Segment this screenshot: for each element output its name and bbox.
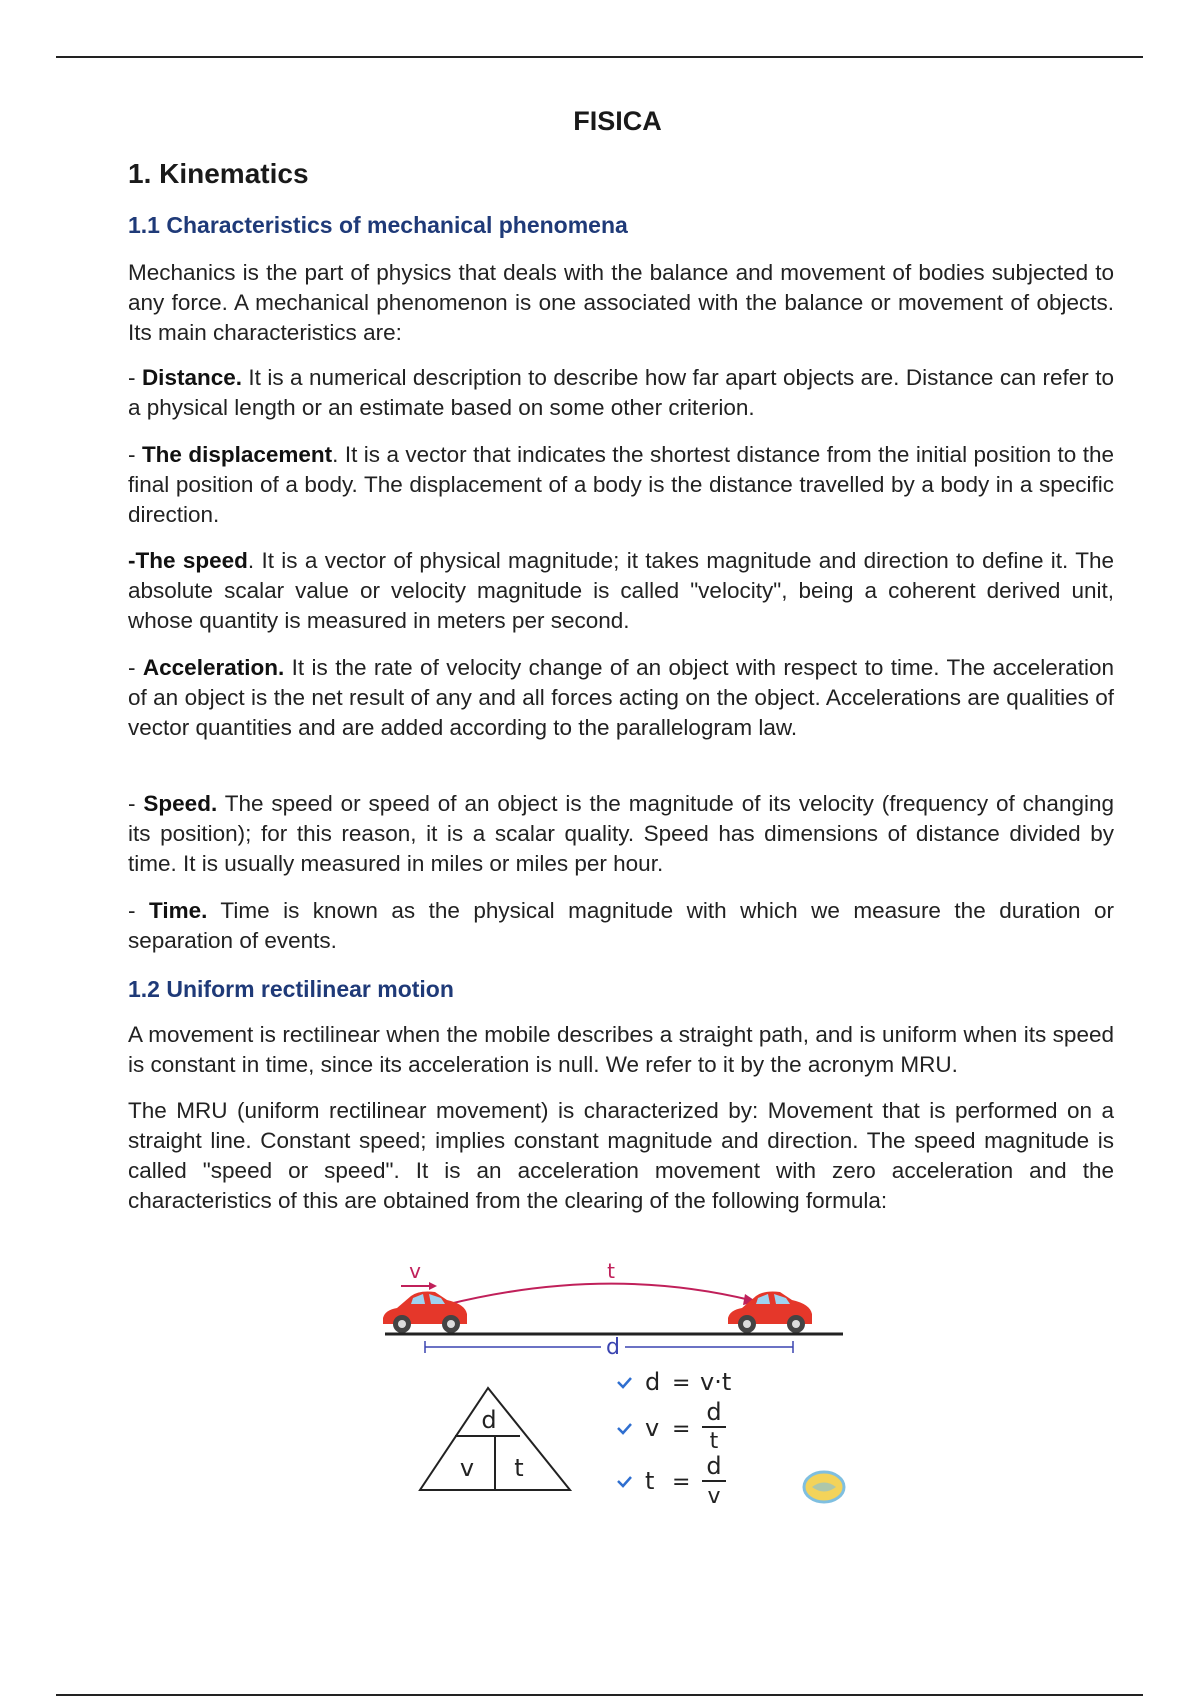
checkmark-icon [618, 1424, 631, 1433]
svg-text:v: v [707, 1484, 721, 1509]
svg-text:d: d [706, 1452, 722, 1480]
item-distance: - Distance. It is a numerical description to describe how far apart objects are. Distance can refer to a physical length or an estimate based on some other criterion. [128, 365, 1114, 420]
svg-text:v·t: v·t [700, 1368, 732, 1396]
subsection-title-1: 1.1 Characteristics of mechanical phenomena [128, 212, 628, 238]
mru-diagram [375, 1250, 855, 1520]
formula-v [618, 1398, 726, 1454]
bottom-rule [56, 1694, 1143, 1696]
item-acceleration: - Acceleration. It is the rate of velocity change of an object with respect to time. The acceleration of an object is the net result of any and all forces acting on the object. Accelerations are qualities of vector quantities and are added according to the parallelogram law. [128, 655, 1114, 740]
formula-triangle [420, 1388, 570, 1490]
item-time: - Time. Time is known as the physical magnitude with which we measure the duration or separation of events. [128, 898, 1114, 953]
checkmark-icon [618, 1477, 631, 1486]
svg-text:=: = [672, 1470, 691, 1495]
svg-text:t: t [514, 1454, 524, 1482]
svg-text:d: d [706, 1398, 722, 1426]
item-displacement: - The displacement. It is a vector that indicates the shortest distance from the initial position to the final position of a body. The displacement of a body is the distance travelled by a body in a specific direction. [128, 442, 1114, 527]
subsection-title-2: 1.2 Uniform rectilinear motion [128, 976, 454, 1002]
svg-text:t: t [645, 1467, 655, 1495]
top-rule [56, 56, 1143, 58]
item-speed: - Speed. The speed or speed of an object is the magnitude of its velocity (frequency of changing its position); for this reason, it is a scalar quality. Speed has dimensions of distance divided by time. It is usually measured in miles or miles per hour. [128, 791, 1114, 876]
svg-text:=: = [672, 1417, 691, 1442]
formula-d [618, 1368, 731, 1396]
svg-text:t: t [709, 1429, 719, 1454]
page-title: FISICA [573, 106, 662, 136]
svg-text:d: d [481, 1406, 497, 1434]
section-title: 1. Kinematics [128, 158, 309, 189]
intro-paragraph: Mechanics is the part of physics that deals with the balance and movement of bodies subjected to any force. A mechanical phenomenon is one associated with the balance or movement of objects. Its main characteristics are: [128, 260, 1114, 345]
velocity-label: v [409, 1259, 421, 1283]
svg-text:=: = [672, 1371, 691, 1396]
formula-t [618, 1452, 726, 1509]
mru-paragraph-2: The MRU (uniform rectilinear movement) is characterized by: Movement that is performed on a straight line. Constant speed; implies constant magnitude and direction. The speed magnitude is called "speed or speed". It is an acceleration movement with zero acceleration and the characteristics of this are obtained from the clearing of the following formula: [128, 1098, 1114, 1213]
item-the-speed: -The speed. It is a vector of physical magnitude; it takes magnitude and direction to define it. The absolute scalar value or velocity magnitude is called "velocity", being a coherent derived unit, whose quantity is measured in meters per second. [128, 548, 1114, 633]
svg-text:d: d [645, 1368, 661, 1396]
distance-label: d [606, 1335, 620, 1360]
logo-badge [804, 1472, 844, 1502]
time-label: t [607, 1259, 615, 1283]
svg-text:v: v [645, 1414, 660, 1442]
car-icon-start [383, 1292, 467, 1334]
mru-paragraph-1: A movement is rectilinear when the mobile describes a straight path, and is uniform when its speed is constant in time, since its acceleration is null. We refer to it by the acronym MRU. [128, 1022, 1114, 1077]
svg-text:v: v [459, 1454, 475, 1482]
time-arc [445, 1284, 750, 1305]
checkmark-icon [618, 1378, 631, 1387]
